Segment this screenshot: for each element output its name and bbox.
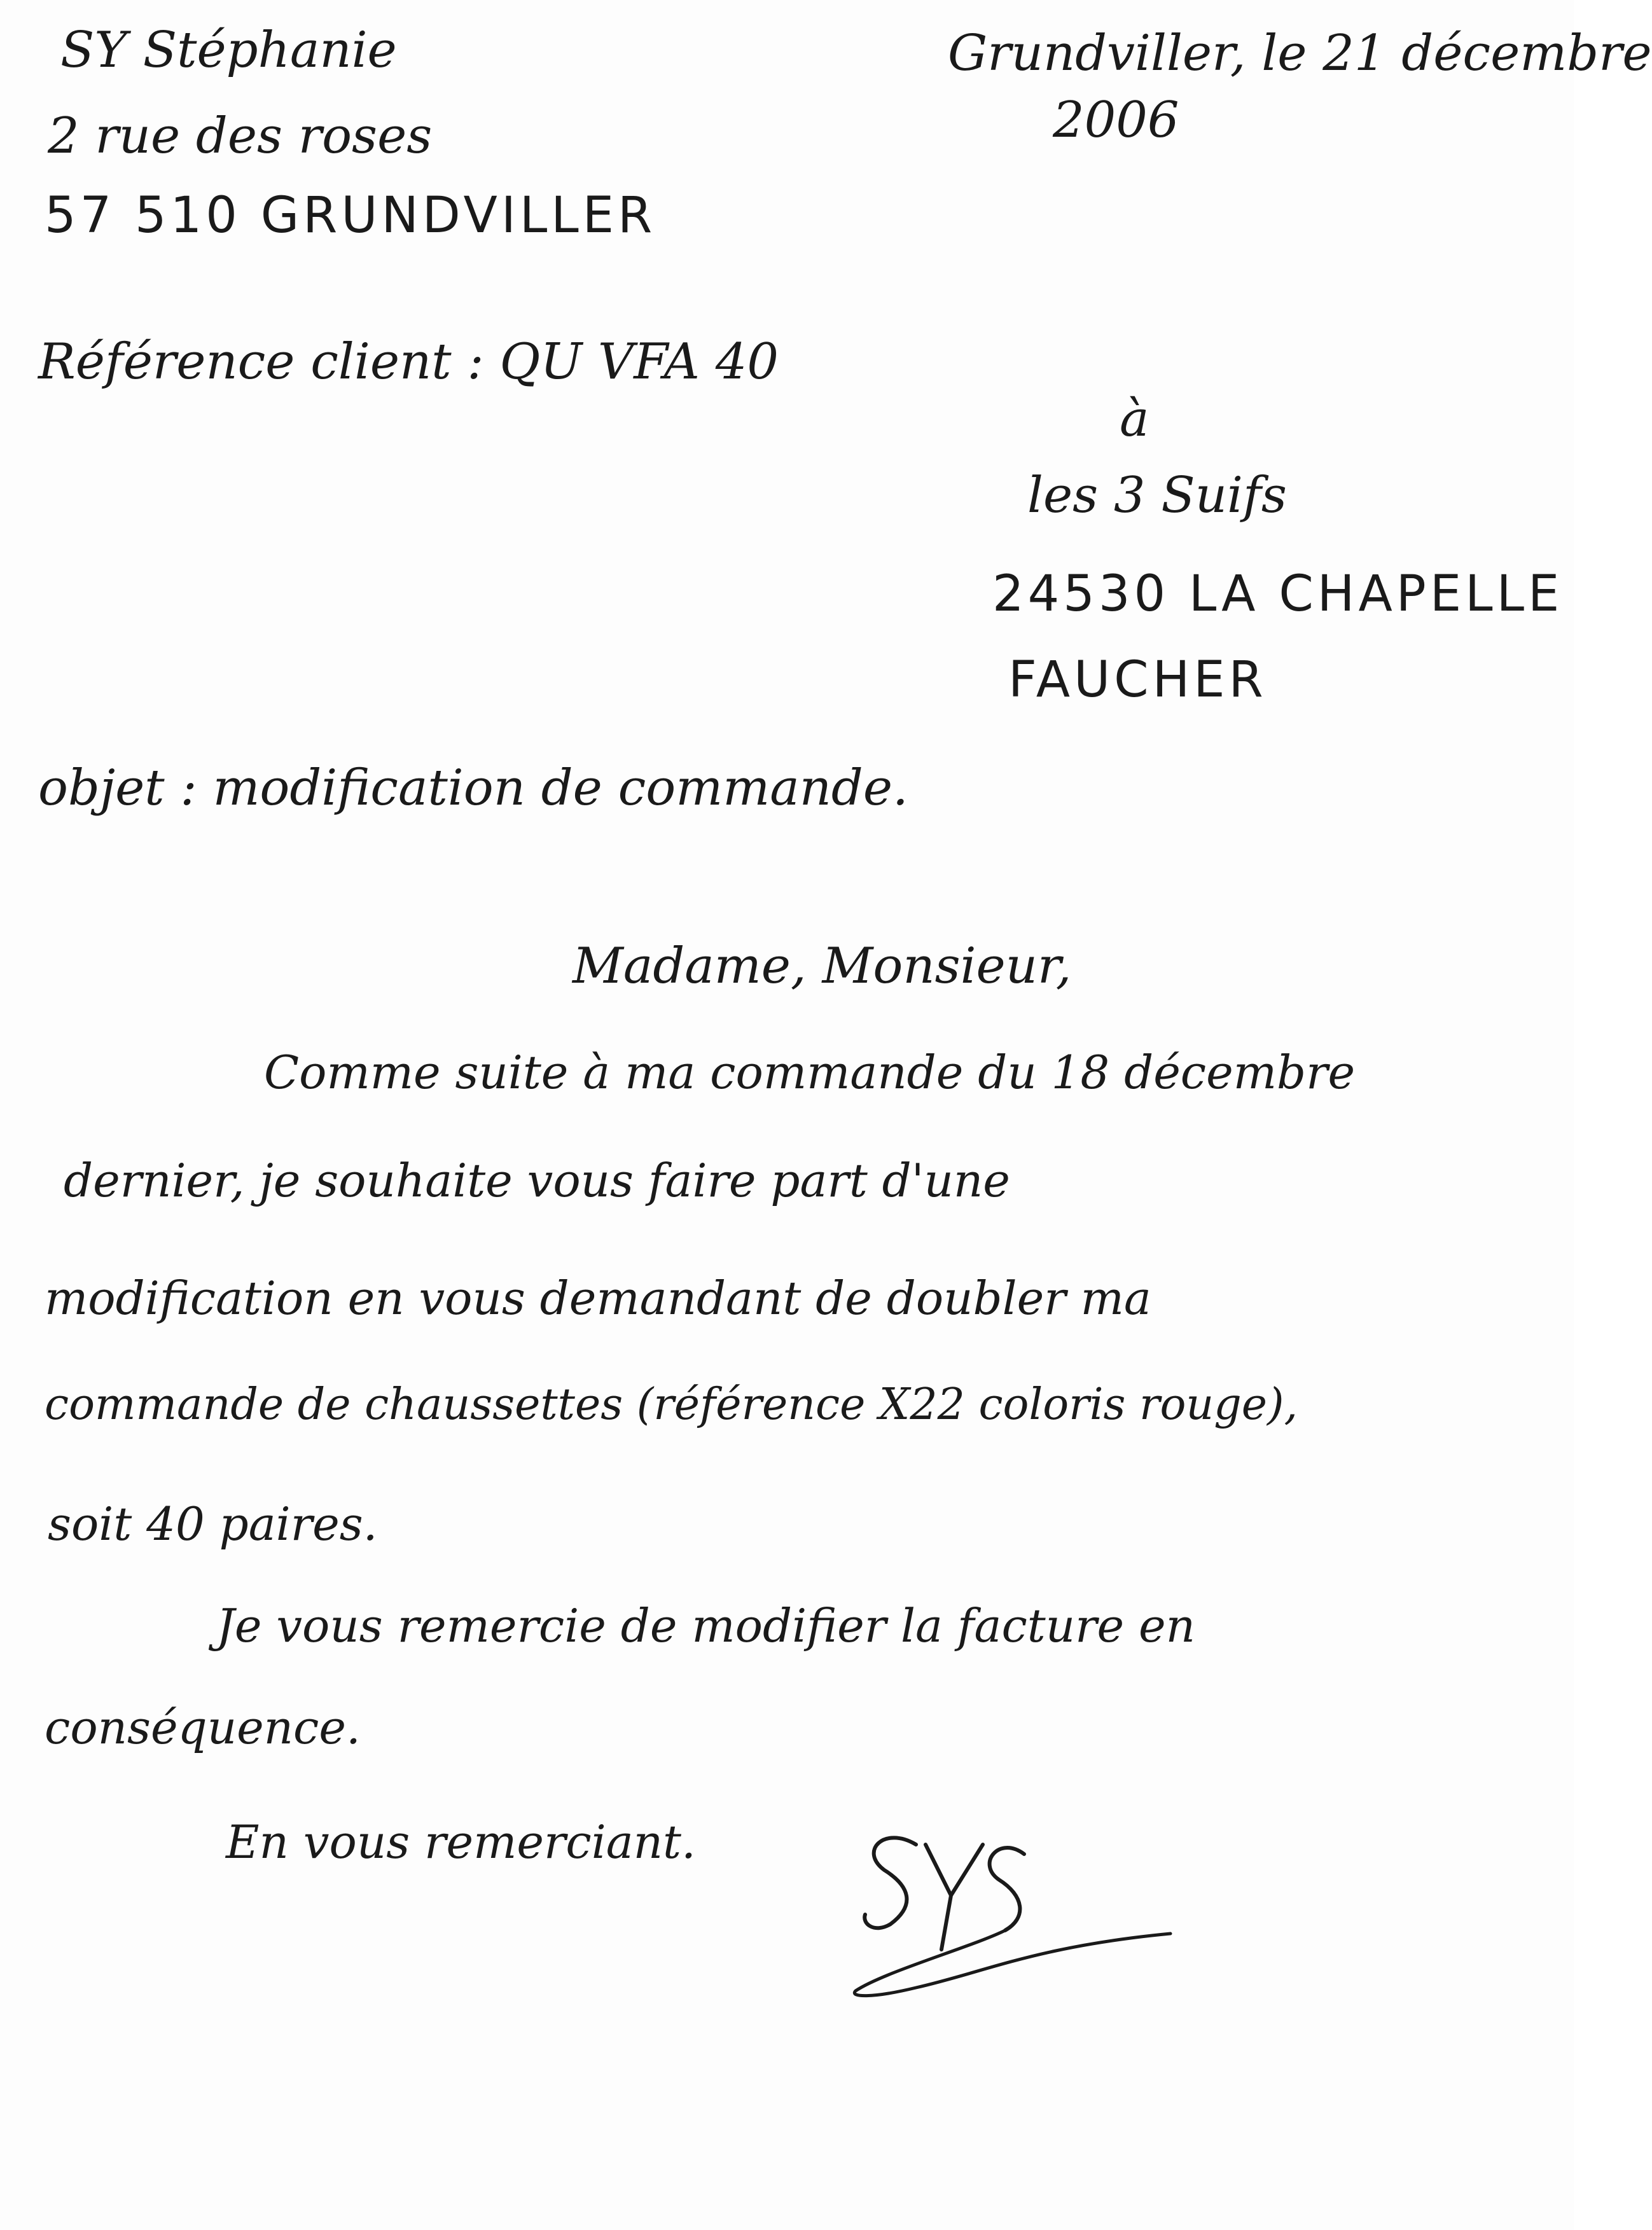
- body-p1-line1: Comme suite à ma commande du 18 décembre: [264, 1046, 1356, 1099]
- place-date-line2: 2006: [1053, 92, 1179, 149]
- subject-line: objet : modification de commande.: [38, 759, 908, 817]
- signature-drawing: [846, 1800, 1202, 2004]
- body-p2-line2: conséquence.: [45, 1701, 361, 1754]
- client-reference: Référence client : QU VFA 40: [38, 333, 779, 391]
- body-p1-line3: modification en vous demandant de doubler ma: [45, 1271, 1151, 1325]
- recipient-prefix: à: [1120, 391, 1149, 448]
- sender-postal-city: 57 510 GRUNDVILLER: [45, 187, 656, 244]
- recipient-name: les 3 Suifs: [1027, 467, 1287, 524]
- body-p1-line4: commande de chaussettes (référence X22 coloris rouge),: [45, 1380, 1298, 1430]
- sender-name: SY Stéphanie: [60, 22, 397, 79]
- body-p1-line2: dernier, je souhaite vous faire part d'une: [64, 1154, 1010, 1207]
- recipient-city-cont: FAUCHER: [1008, 651, 1267, 709]
- closing-line: En vous remerciant.: [226, 1815, 696, 1869]
- sender-street: 2 rue des roses: [48, 107, 433, 165]
- salutation: Madame, Monsieur,: [573, 938, 1072, 995]
- body-p2-line1: Je vous remercie de modifier la facture en: [216, 1599, 1195, 1652]
- body-p1-line5: soit 40 paires.: [48, 1497, 378, 1551]
- place-date-line1: Grundviller, le 21 décembre: [948, 25, 1652, 82]
- recipient-postal-city: 24530 LA CHAPELLE: [992, 565, 1564, 623]
